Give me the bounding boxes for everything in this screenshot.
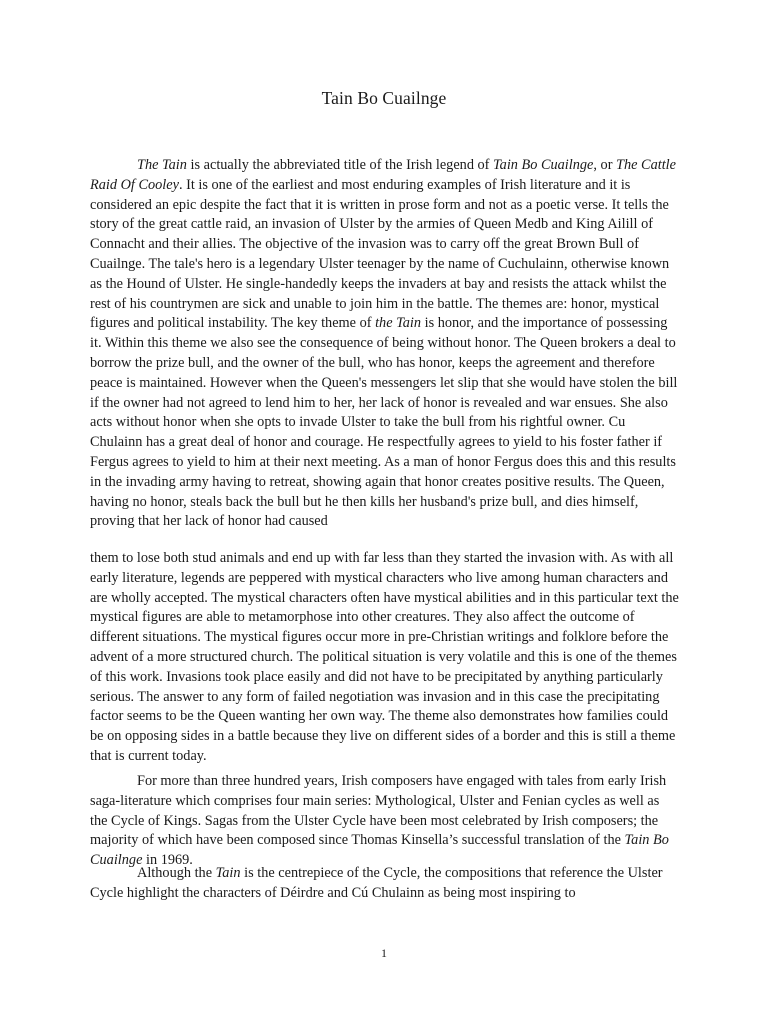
page-title: Tain Bo Cuailnge [321,88,447,108]
emphasis-text: Tain [215,865,241,881]
paragraph-text: For more than three hundred years, Irish composers have engaged with tales from early Irish saga-literature which comprises four main series: Mythological, Ulster and Fenian cycles as well as the Cycle of Kings. Sagas from the Ulster Cycle have been most celebrated by Irish composers; the majority of which have been composed since Thomas Kinsella’s successful translation of the [90,773,667,849]
paragraph-text: , or [593,157,617,173]
paragraph-text: . It is one of the earliest and most enduring examples of Irish literature and it is considered an epic despite the fact that it is written in prose form and not as a poetic verse. It tells the story of the great cattle raid, an invasion of Ulster by the armies of Queen Medb and King Ailill of Connacht and their allies. The objective of the invasion was to carry off the great Brown Bull of Cuailnge. The tale's hero is a legendary Ulster teenager by the name of Cuchulainn, otherwise known as the Hound of Ulster. He single-handedly keeps the invaders at bay and resists the attack whilst the rest of his countrymen are sick and unable to join him in the battle. The themes are: honor, mystical figures and political instability. The key theme of [90,176,670,332]
paragraph-text: in 1969. [142,852,193,869]
paragraph-text: them to lose both stud animals and end up with far less than they started the invasion with. As with all early literature, legends are peppered with mystical characters who live among human characters and are wholly accepted. The mystical characters often have mystical abilities and in this particular text the mystical figures are able to metamorphose into other creatures. They also affect the outcome of different situations. The mystical figures occur more in pre-Christian writings and folklore before the advent of a more structured church. The political situation is very volatile and this is one of the themes of this work. Invasions took place easily and did not have to be precipitated by anything particularly serious. The answer to any form of failed negotiation was invasion and in this case the precipitating factor seems to be the Queen wanting her own way. The theme also demonstrates how families could be on opposing sides in a battle because they live on different sides of a border and this is still a theme that is current today. [90,550,679,764]
paragraph-3 [90,772,680,871]
paragraph-text: Although the [137,865,216,881]
emphasis-text: Tain Bo Cuailnge [493,157,594,173]
paragraph-1 [90,156,680,532]
emphasis-text: Tain Bo Cuailnge [90,832,669,869]
paragraph-4 [90,864,680,904]
emphasis-text: The Tain [137,157,187,173]
paragraph-text: is the centrepiece of the Cycle, the compositions that reference the Ulster Cycle highlight the characters of Déirdre and Cú Chulainn as being most inspiring to [90,865,663,901]
paragraph-2 [90,549,680,767]
paragraph-text: is actually the abbreviated title of the Irish legend of [186,157,494,173]
emphasis-text: The Cattle Raid Of Cooley [90,157,676,193]
page-number: 1 [381,946,387,960]
paragraph-text: is honor, and the importance of possessing it. Within this theme we also see the consequence of being without honor. The Queen brokers a deal to borrow the prize bull, and the owner of the bull, who has honor, keeps the agreement and therefore peace is maintained. However when the Queen's messengers let slip that she would have stolen the bill if the owner had not agreed to lend him to her, her lack of honor is revealed and war ensues. She also acts without honor when she opts to invade Ulster to take the bull from his rightful owner. Cu Chulainn has a great deal of honor and courage. He respectfully agrees to yield to his foster father if Fergus agrees to yield to him at their next meeting. As a man of honor Fergus does this and this results in the invading army having to retreat, showing again that honor creates positive results. The Queen, having no honor, steals back the bull but he then kills her husband's prize bull, and dies himself, proving that her lack of honor had caused [90,315,678,530]
emphasis-text: the Tain [375,315,422,332]
